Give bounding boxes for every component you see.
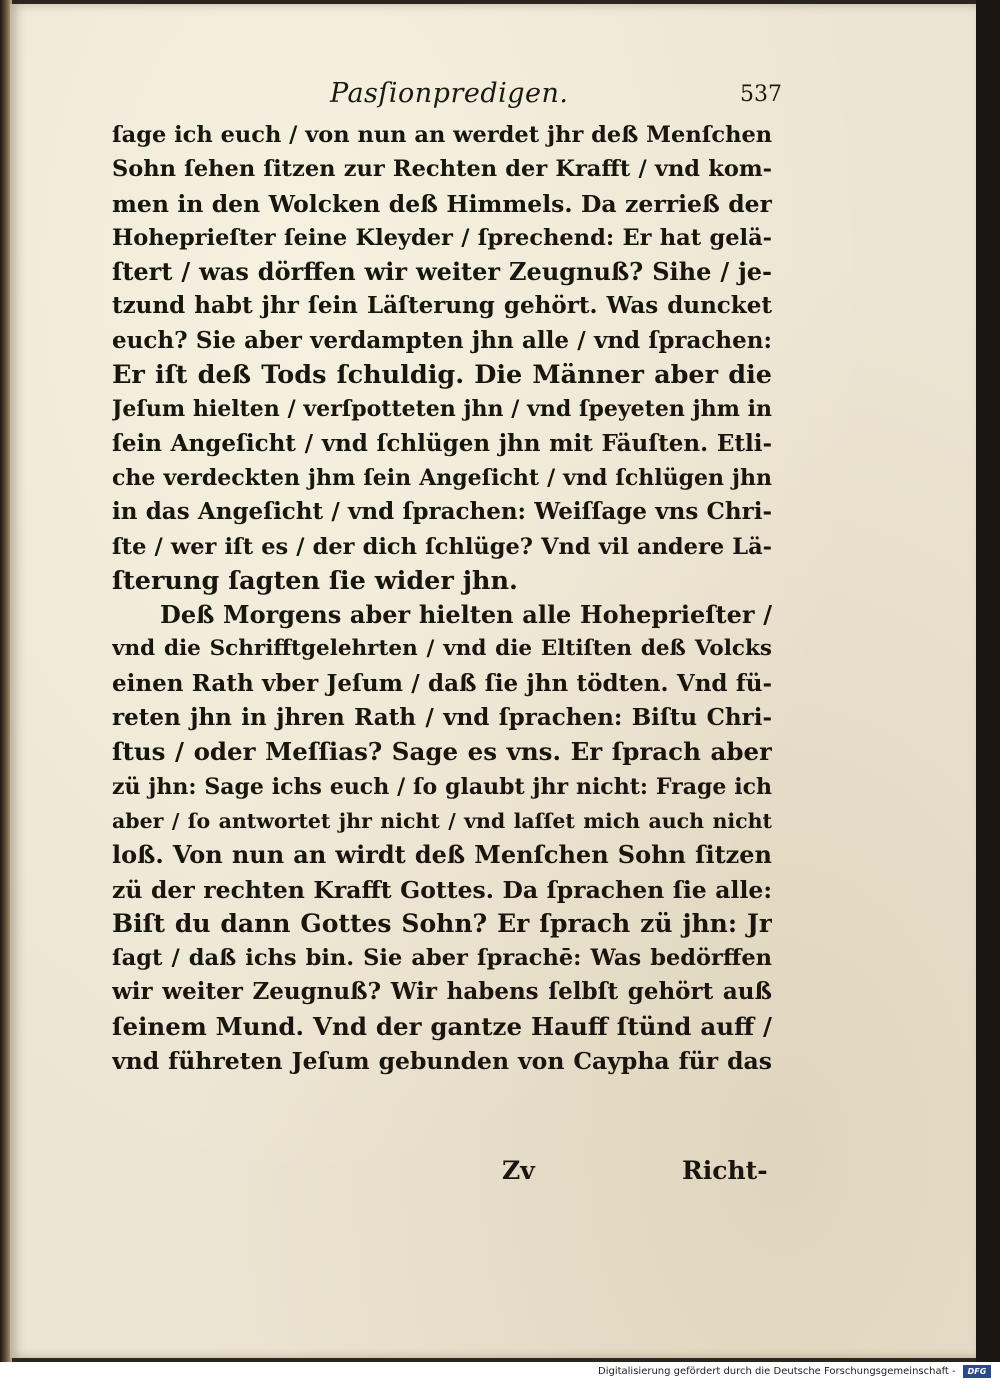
text-line: zü jhn: Sage ichs euch / ſo glaubt jhr nicht: Frage ich <box>112 773 772 800</box>
text-line: in das Angeſicht / vnd ſprachen: Weiſſage vns Chri- <box>112 498 772 526</box>
text-line: vnd die Schrifftgelehrten / vnd die Eltiſten deß Volcks <box>112 636 772 662</box>
text-line: einen Rath vber Jeſum / daß ſie jhn tödten. Vnd fü- <box>112 669 772 697</box>
text-line: ſage ich euch / von nun an werdet jhr deß Menſchen <box>112 122 772 148</box>
text-line: reten jhn in jhren Rath / vnd ſprachen: Biſtu Chri- <box>112 704 772 732</box>
text-line: Jeſum hielten / verſpotteten jhn / vnd ſpeyeten jhm in <box>112 396 772 423</box>
running-title: Pasſionpredigen. <box>330 78 569 109</box>
text-line: euch? Sie aber verdampten jhn alle / vnd ſprachen: <box>112 326 772 354</box>
text-line: ſagt / daß ichs bin. Sie aber ſprachē: Was bedörffen <box>112 945 772 972</box>
page-number: 537 <box>740 82 782 107</box>
funding-credit: Digitalisierung gefördert durch die Deutsche Forschungsgemeinschaft - <box>598 1366 956 1377</box>
text-line: ſein Angeſicht / vnd ſchlügen jhn mit Fäuſten. Etli- <box>112 429 772 457</box>
text-line: wir weiter Zeugnuß? Wir habens ſelbſt gehört auß <box>112 978 772 1006</box>
text-line: ſte / wer iſt es / der dich ſchlüge? Vnd vil andere Lä- <box>112 533 772 560</box>
text-line: Er iſt deß Tods ſchuldig. Die Männer aber die <box>112 360 772 391</box>
text-line: loß. Von nun an wirdt deß Menſchen Sohn ſitzen <box>112 840 772 870</box>
text-line: Sohn ſehen ſitzen zur Rechten der Krafft / vnd kom- <box>112 156 772 183</box>
text-line: ſterung ſagten ſie wider jhn. <box>112 565 518 596</box>
text-line: ſeinem Mund. Vnd der gantze Hauff ſtünd auff / <box>112 1011 772 1041</box>
text-line: vnd führeten Jeſum gebunden von Caypha für das <box>112 1047 772 1076</box>
text-line: men in den Wolcken deß Himmels. Da zerrieß der <box>112 189 772 218</box>
text-line: zü der rechten Krafft Gottes. Da ſprachen ſie alle: <box>112 875 772 904</box>
signature-mark: Zv <box>502 1156 535 1185</box>
scanner-background <box>976 0 1000 1362</box>
text-line: aber / ſo antwortet jhr nicht / vnd laſſet mich auch nicht <box>112 808 772 833</box>
text-line: tzund habt jhr ſein Läſterung gehört. Was duncket <box>112 292 772 320</box>
dfg-logo: DFG <box>963 1365 991 1378</box>
body-text <box>112 118 772 1078</box>
catchword: Richt- <box>682 1156 768 1185</box>
text-line: Deß Morgens aber hielten alle Hoheprieſter / <box>160 600 772 630</box>
page-header <box>330 78 800 118</box>
text-line: ſtert / was dörffen wir weiter Zeugnuß? Sihe / je- <box>112 257 772 287</box>
text-line: che verdeckten jhm ſein Angeſicht / vnd ſchlügen jhn <box>112 464 772 491</box>
page-footer <box>112 1156 772 1192</box>
text-line: Biſt du dann Gottes Sohn? Er ſprach zü jhn: Jr <box>112 908 772 938</box>
text-line: ſtus / oder Meſſias? Sage es vns. Er ſprach aber <box>112 737 772 767</box>
text-line: Hoheprieſter ſeine Kleyder / ſprechend: Er hat gelä- <box>112 224 772 251</box>
